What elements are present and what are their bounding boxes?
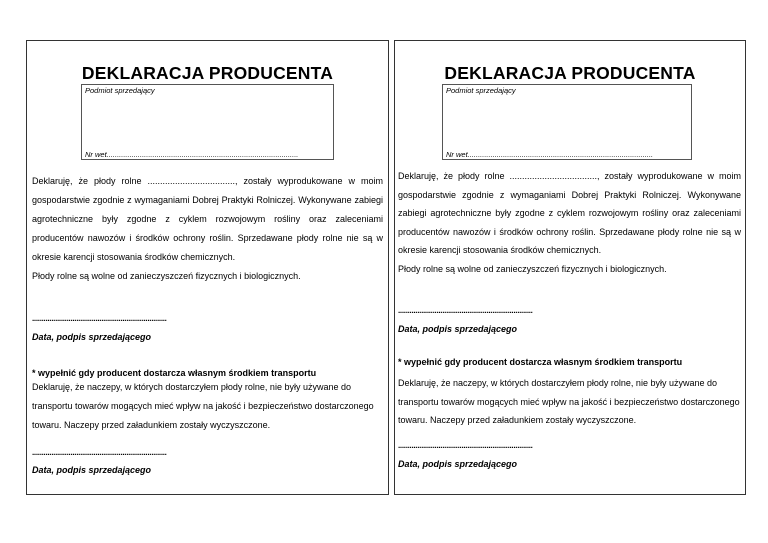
- signature-line[interactable]: ......................................................................: [398, 306, 533, 315]
- seller-box[interactable]: [81, 84, 334, 160]
- nr-wet-field: Nr wet.........................................................................................: [446, 150, 654, 159]
- seller-label: Podmiot sprzedający: [85, 86, 155, 95]
- transport-note: * wypełnić gdy producent dostarcza własnym środkiem transportu: [398, 357, 683, 367]
- declaration-form-right: [394, 40, 746, 495]
- declaration-paragraph-2: Płody rolne są wolne od zanieczyszczeń fizycznych i biologicznych.: [398, 263, 667, 274]
- transport-declaration: Deklaruję, że naczepy, w których dostarczyłem płody rolne, nie były używane do transportu towarów mogących mieć wpływ na jakość i bezpieczeństwo dostarczonego towaru. Naczepy przed załadunkiem zostały wyczyszczone.: [398, 378, 740, 426]
- seller-label: Podmiot sprzedający: [446, 86, 516, 95]
- declaration-paragraph: Deklaruję, że płody rolne ..................................., zostały wyprodukowane w moim gospodarstwie zgodnie z wymaganiami Dobrej Praktyki Rolniczej. Wykonywane zabiegi agrotechniczne były zgodne z cyklem rozwojowym rośliny oraz zaleceniami producentów nawozów i środków ochrony roślin. Sprzedawane płody rolne nie są w okresie karencji stosowania środków chemicznych.: [398, 171, 741, 256]
- declaration-text: [398, 167, 741, 279]
- signature-label: Data, podpis sprzedającego: [32, 332, 152, 342]
- signature-line[interactable]: ......................................................................: [32, 314, 167, 323]
- nr-wet-field: Nr wet............................................................................................: [85, 150, 299, 159]
- transport-declaration: Deklaruję, że naczepy, w których dostarczyłem płody rolne, nie były używane do transportu towarów mogących mieć wpływ na jakość i bezpieczeństwo dostarczonego towaru. Naczepy przed załadunkiem zostały wyczyszczone.: [32, 382, 374, 430]
- seller-box[interactable]: [442, 84, 692, 160]
- transport-note: * wypełnić gdy producent dostarcza własnym środkiem transportu: [32, 368, 317, 378]
- signature-line-2[interactable]: ......................................................................: [398, 441, 533, 450]
- declaration-paragraph: Deklaruję, że płody rolne ..................................., zostały wyprodukowane w moim gospodarstwie zgodnie z wymaganiami Dobrej Praktyki Rolniczej. Wykonywane zabiegi agrotechniczne były zgodne z cyklem rozwojowym rośliny oraz zaleceniami producentów nawozów i środków ochrony roślin. Sprzedawane płody rolne nie są w okresie karencji stosowania środków chemicznych.: [32, 176, 383, 262]
- signature-line-2[interactable]: ......................................................................: [32, 448, 167, 457]
- form-title: DEKLARACJA PRODUCENTA: [444, 63, 696, 83]
- signature-label-2: Data, podpis sprzedającego: [398, 459, 518, 469]
- declaration-form-left: [26, 40, 389, 495]
- form-title: DEKLARACJA PRODUCENTA: [81, 63, 334, 83]
- declaration-text: [32, 172, 383, 286]
- declaration-paragraph-2: Płody rolne są wolne od zanieczyszczeń fizycznych i biologicznych.: [32, 271, 301, 281]
- signature-label-2: Data, podpis sprzedającego: [32, 465, 152, 475]
- signature-label: Data, podpis sprzedającego: [398, 324, 518, 334]
